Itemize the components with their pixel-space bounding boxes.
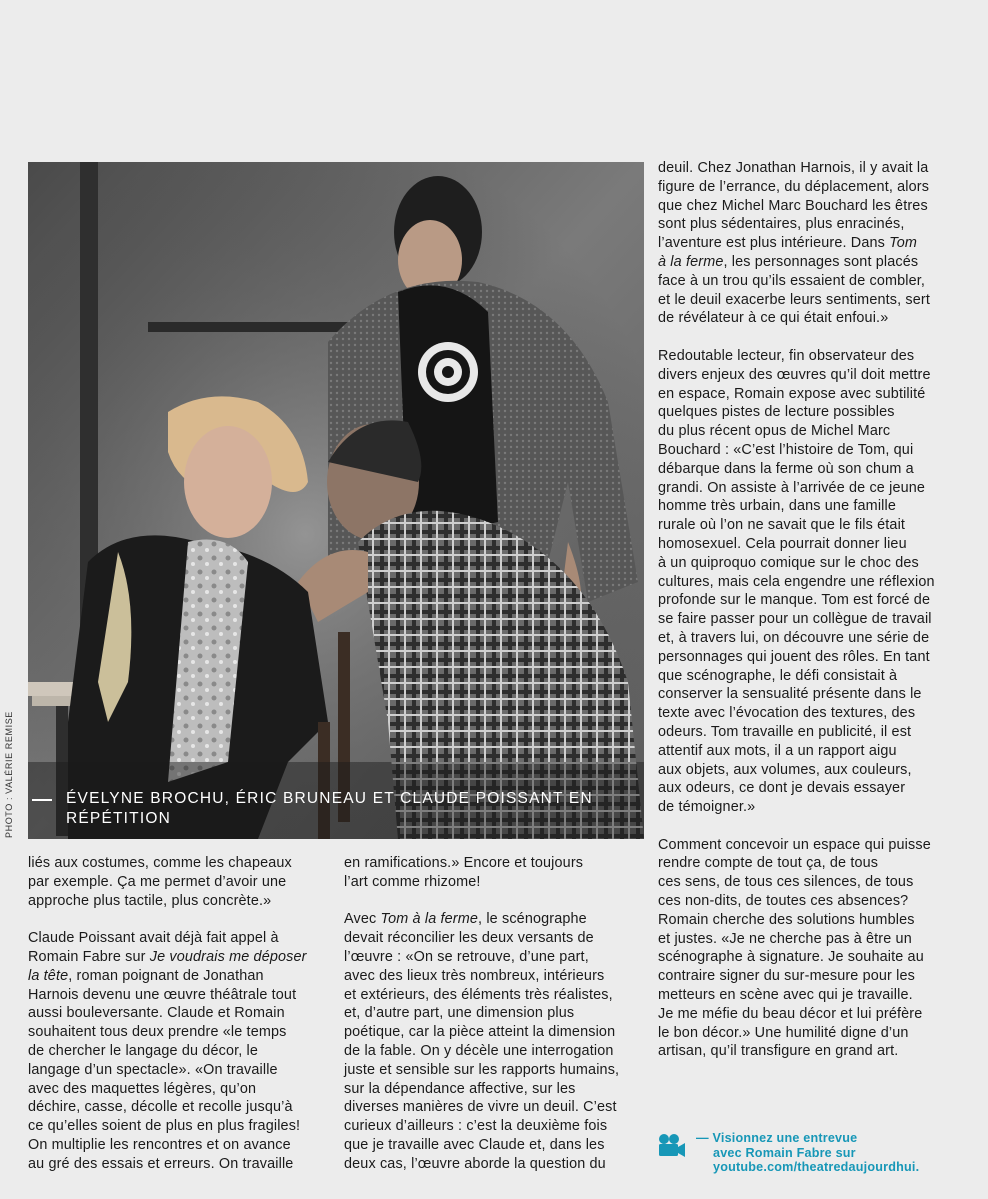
book-title: la tête <box>28 967 69 984</box>
text-line: et le deuil exacerbe leurs sentiments, sert <box>658 291 931 308</box>
text-line <box>344 910 644 929</box>
video-link-text[interactable] <box>696 1131 919 1175</box>
text-line: avec des maquettes légères, qu’on <box>28 1080 257 1097</box>
col3-paragraph-3 <box>658 836 968 1062</box>
text-line: avec des lieux très nombreux, intérieurs <box>344 967 605 984</box>
text-line: artisan, qu’il transfigure en grand art. <box>658 1043 899 1060</box>
text-line: de témoigner.» <box>658 799 756 816</box>
col1-paragraph-2 <box>28 929 328 1173</box>
text-line: aux odeurs, ce dont je devais essayer <box>658 780 906 797</box>
video-line-1: — Visionnez une entrevue <box>696 1131 858 1145</box>
text-line: aux objets, aux volumes, aux couleurs, <box>658 761 912 778</box>
text-line: Je me méfie du beau décor et lui préfère <box>658 1005 923 1022</box>
text-run: Romain Fabre sur <box>28 948 150 965</box>
text-line: devait réconcilier les deux versants de <box>344 930 594 947</box>
text-line: Comment concevoir un espace qui puisse <box>658 836 931 853</box>
text-line: Claude Poissant avait déjà fait appel à <box>28 930 279 947</box>
text-line: rendre compte de tout ça, de tous <box>658 855 879 872</box>
text-line: l’art comme rhizome! <box>344 873 481 890</box>
text-line: et justes. «Je ne cherche pas à être un <box>658 930 912 947</box>
text-line: cultures, mais cela engendre une réflexion <box>658 573 935 590</box>
rehearsal-photo <box>28 162 644 839</box>
text-line: rurale où l’on ne savait que le fils était <box>658 517 906 534</box>
text-line: homosexuel. Cela pourrait donner lieu <box>658 535 907 552</box>
text-line: ces sens, de tous ces silences, de tous <box>658 874 914 891</box>
play-title: à la ferme <box>658 253 724 270</box>
text-line: sont plus sédentaires, plus enracinés, <box>658 216 905 233</box>
text-line: à un quiproquo comique sur le choc des <box>658 554 919 571</box>
text-line: Bouchard : «C’est l’histoire de Tom, qui <box>658 441 914 458</box>
text-line: au gré des essais et erreurs. On travaille <box>28 1155 294 1172</box>
col2-paragraph-2 <box>344 910 644 1173</box>
text-line: attentif aux mots, il a un rapport aigu <box>658 742 897 759</box>
text-line: curieux d’ailleurs : c’est la deuxième fois <box>344 1118 608 1135</box>
text-line: liés aux costumes, comme les chapeaux <box>28 855 292 871</box>
text-line: texte avec l’évocation des textures, des <box>658 705 916 722</box>
text-line: se faire passer pour un collègue de travail <box>658 611 932 628</box>
text-line: profonde sur le manque. Tom est forcé de <box>658 592 931 609</box>
text-line: que scénographe, le défi consistait à <box>658 667 898 684</box>
text-line: déchire, casse, décolle et recolle jusqu’à <box>28 1099 293 1116</box>
col2-paragraph-1 <box>344 854 644 892</box>
text-line: de la fable. On y décèle une interrogation <box>344 1042 614 1059</box>
caption-dash <box>32 799 52 801</box>
text-line: grandi. On assiste à l’arrivée de ce jeune <box>658 479 926 496</box>
text-line: Harnois devenu une œuvre théâtrale tout <box>28 986 297 1003</box>
text-line: Romain cherche des solutions humbles <box>658 911 915 928</box>
text-line: divers enjeux des œuvres qu’il doit mettre <box>658 366 931 383</box>
text-line: du plus récent opus de Michel Marc <box>658 423 891 440</box>
text-line: approche plus tactile, plus concrète.» <box>28 892 272 909</box>
rehearsal-photo-illustration <box>28 162 644 839</box>
column-3 <box>658 159 968 1080</box>
text-line: ce qu’elles soient de plus en plus fragiles! <box>28 1118 301 1135</box>
video-line-2: avec Romain Fabre sur <box>713 1145 856 1160</box>
text-line: juste et sensible sur les rapports humains, <box>344 1061 620 1078</box>
text-line: deux cas, l’œuvre aborde la question du <box>344 1155 606 1172</box>
text-line: poétique, car la pièce atteint la dimension <box>344 1024 616 1041</box>
column-2 <box>344 854 644 1192</box>
text-line: et, d’autre part, une dimension plus <box>344 1005 575 1022</box>
text-run: , le scénographe <box>478 911 587 928</box>
col1-paragraph-1 <box>28 854 328 910</box>
text-line <box>658 234 968 253</box>
text-line: et extérieurs, des éléments très réalistes, <box>344 986 613 1003</box>
text-line <box>658 253 968 272</box>
text-line: langage d’un spectacle». «On travaille <box>28 1061 278 1078</box>
photo-caption <box>28 789 644 839</box>
photo-credit: PHOTO : VALÉRIE REMISE <box>4 711 14 838</box>
text-run: , roman poignant de Jonathan <box>68 967 264 984</box>
column-1 <box>28 854 328 1192</box>
caption-line-2: ET CLAUDE POISSANT EN RÉPÉTITION <box>66 790 593 827</box>
text-line: metteurs en scène avec qui je travaille. <box>658 987 913 1004</box>
text-line: contraire signer du sur-mesure pour les <box>658 968 915 985</box>
text-line: On multiplie les rencontres et on avance <box>28 1136 291 1153</box>
text-line: odeurs. Tom travaille en publicité, il est <box>658 723 912 740</box>
text-line: scénographe à signature. Je souhaite au <box>658 949 924 966</box>
text-line: de chercher le langage du décor, le <box>28 1042 259 1059</box>
play-title: Tom à la ferme <box>380 911 479 928</box>
text-run: l’aventure est plus intérieure. Dans <box>658 235 890 252</box>
text-line: en ramifications.» Encore et toujours <box>344 855 584 871</box>
text-line: diverses manières de vivre un deuil. C’est <box>344 1099 617 1116</box>
text-run: , les personnages sont placés <box>723 253 919 270</box>
text-line <box>28 948 328 967</box>
text-line: débarque dans la ferme où son chum a <box>658 460 914 477</box>
text-line: face à un trou qu’ils essaient de combler, <box>658 272 926 289</box>
caption-line-1: ÉVELYNE BROCHU, ÉRIC BRUNEAU <box>66 790 368 807</box>
text-line <box>28 967 328 986</box>
play-title: Tom <box>889 235 918 252</box>
book-title: Je voudrais me déposer <box>149 948 307 965</box>
text-line: aussi bouleversante. Claude et Romain <box>28 1005 285 1022</box>
text-line: ces non-dits, de toutes ces absences? <box>658 893 909 910</box>
text-line: deuil. Chez Jonathan Harnois, il y avait la <box>658 160 929 176</box>
text-line: que chez Michel Marc Bouchard les êtres <box>658 197 928 214</box>
text-line: figure de l’errance, du déplacement, alors <box>658 178 930 195</box>
text-line: conserver la sensualité présente dans le <box>658 686 922 703</box>
youtube-link[interactable]: youtube.com/theatredaujourdhui. <box>713 1160 920 1174</box>
text-line: de révélateur à ce qui était enfoui.» <box>658 310 889 327</box>
text-line: en espace, Romain expose avec subtilité <box>658 385 926 402</box>
text-line: Redoutable lecteur, fin observateur des <box>658 347 915 364</box>
text-line: souhaitent tous deux prendre «le temps <box>28 1024 287 1041</box>
col3-paragraph-1 <box>658 159 968 328</box>
text-line: par exemple. Ça me permet d’avoir une <box>28 873 287 890</box>
text-line: et, à travers lui, on découvre une série de <box>658 629 930 646</box>
video-camera-icon <box>658 1133 686 1164</box>
text-line: personnages qui jouent des rôles. En tant <box>658 648 930 665</box>
col3-paragraph-2 <box>658 347 968 817</box>
text-line: que je travaille avec Claude et, dans les <box>344 1136 605 1153</box>
text-line: quelques pistes de lecture possibles <box>658 404 895 421</box>
text-line: le bon décor.» Une humilité digne d’un <box>658 1024 909 1041</box>
text-line: homme très urbain, dans une famille <box>658 498 897 515</box>
text-run: Avec <box>344 911 381 928</box>
text-line: sur la dépendance affective, sur les <box>344 1080 576 1097</box>
text-line: l’œuvre : «On se retrouve, d’une part, <box>344 948 589 965</box>
